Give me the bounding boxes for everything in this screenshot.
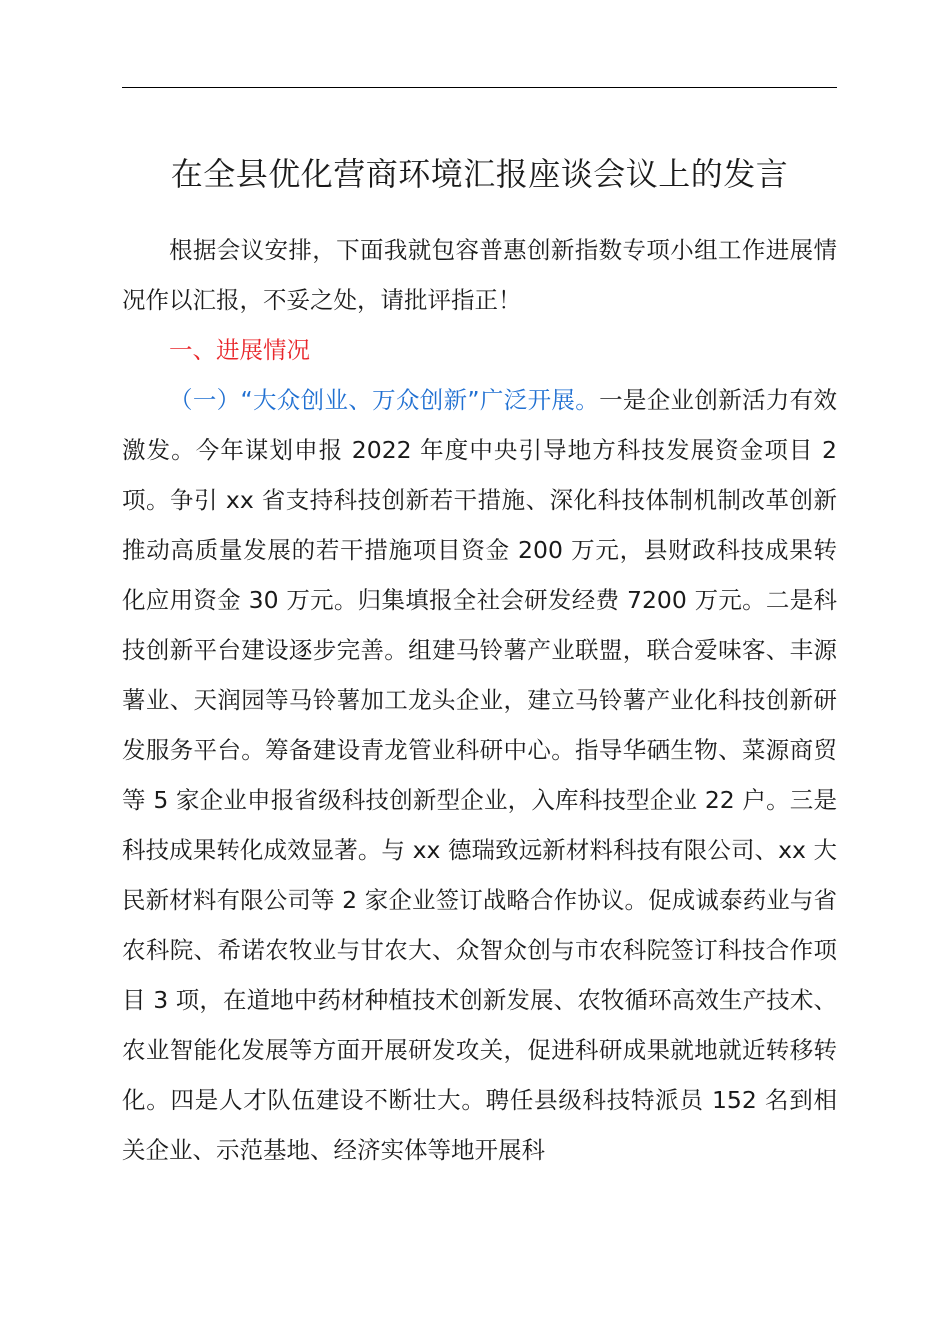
subsection-body: 一是企业创新活力有效激发。今年谋划申报 2022 年度中央引导地方科技发展资金项目 2 项。争引 xx 省支持科技创新若干措施、深化科技体制机制改革创新推动高质量发展的若干措施项目资金 200 万元，县财政科技成果转化应用资金 30 万元。归集填报全社会研发经费 7200 万元。二是科技创新平台建设逐步完善。组建马铃薯产业联盟，联合爱味客、丰源薯业、天润园等马铃薯加工龙头企业，建立马铃薯产业化科技创新研发服务平台。筹备建设青龙管业科研中心。指导华硒生物、菜源商贸等 5 家企业申报省级科技创新型企业，入库科技型企业 22 户。三是科技成果转化成效显著。与 xx 德瑞致远新材料科技有限公司、xx 大民新材料有限公司等 2 家企业签订战略合作协议。促成诚泰药业与省农科院、希诺农牧业与甘农大、众智众创与市农科院签订科技合作项目 3 项，在道地中药材种植技术创新发展、农牧循环高效生产技术、农业智能化发展等方面开展研发攻关，促进科研成果就地就近转移转化。四是人才队伍建设不断壮大。聘任县级科技特派员 152 名到相关企业、示范基地、经济实体等地开展科 xyxy=(122,386,838,1164)
intro-paragraph: 根据会议安排，下面我就包容普惠创新指数专项小组工作进展情况作以汇报，不妥之处，请批评指正！ xyxy=(122,236,837,314)
section-heading xyxy=(122,325,837,375)
top-rule xyxy=(122,87,837,88)
subsection-paragraph xyxy=(122,375,837,1175)
document-body xyxy=(122,225,837,1175)
subsection-heading: （一）“大众创业、万众创新”广泛开展。 xyxy=(169,386,600,414)
section-heading-text: 一、进展情况 xyxy=(169,336,310,364)
document-title: 在全县优化营商环境汇报座谈会议上的发言 xyxy=(170,155,789,193)
